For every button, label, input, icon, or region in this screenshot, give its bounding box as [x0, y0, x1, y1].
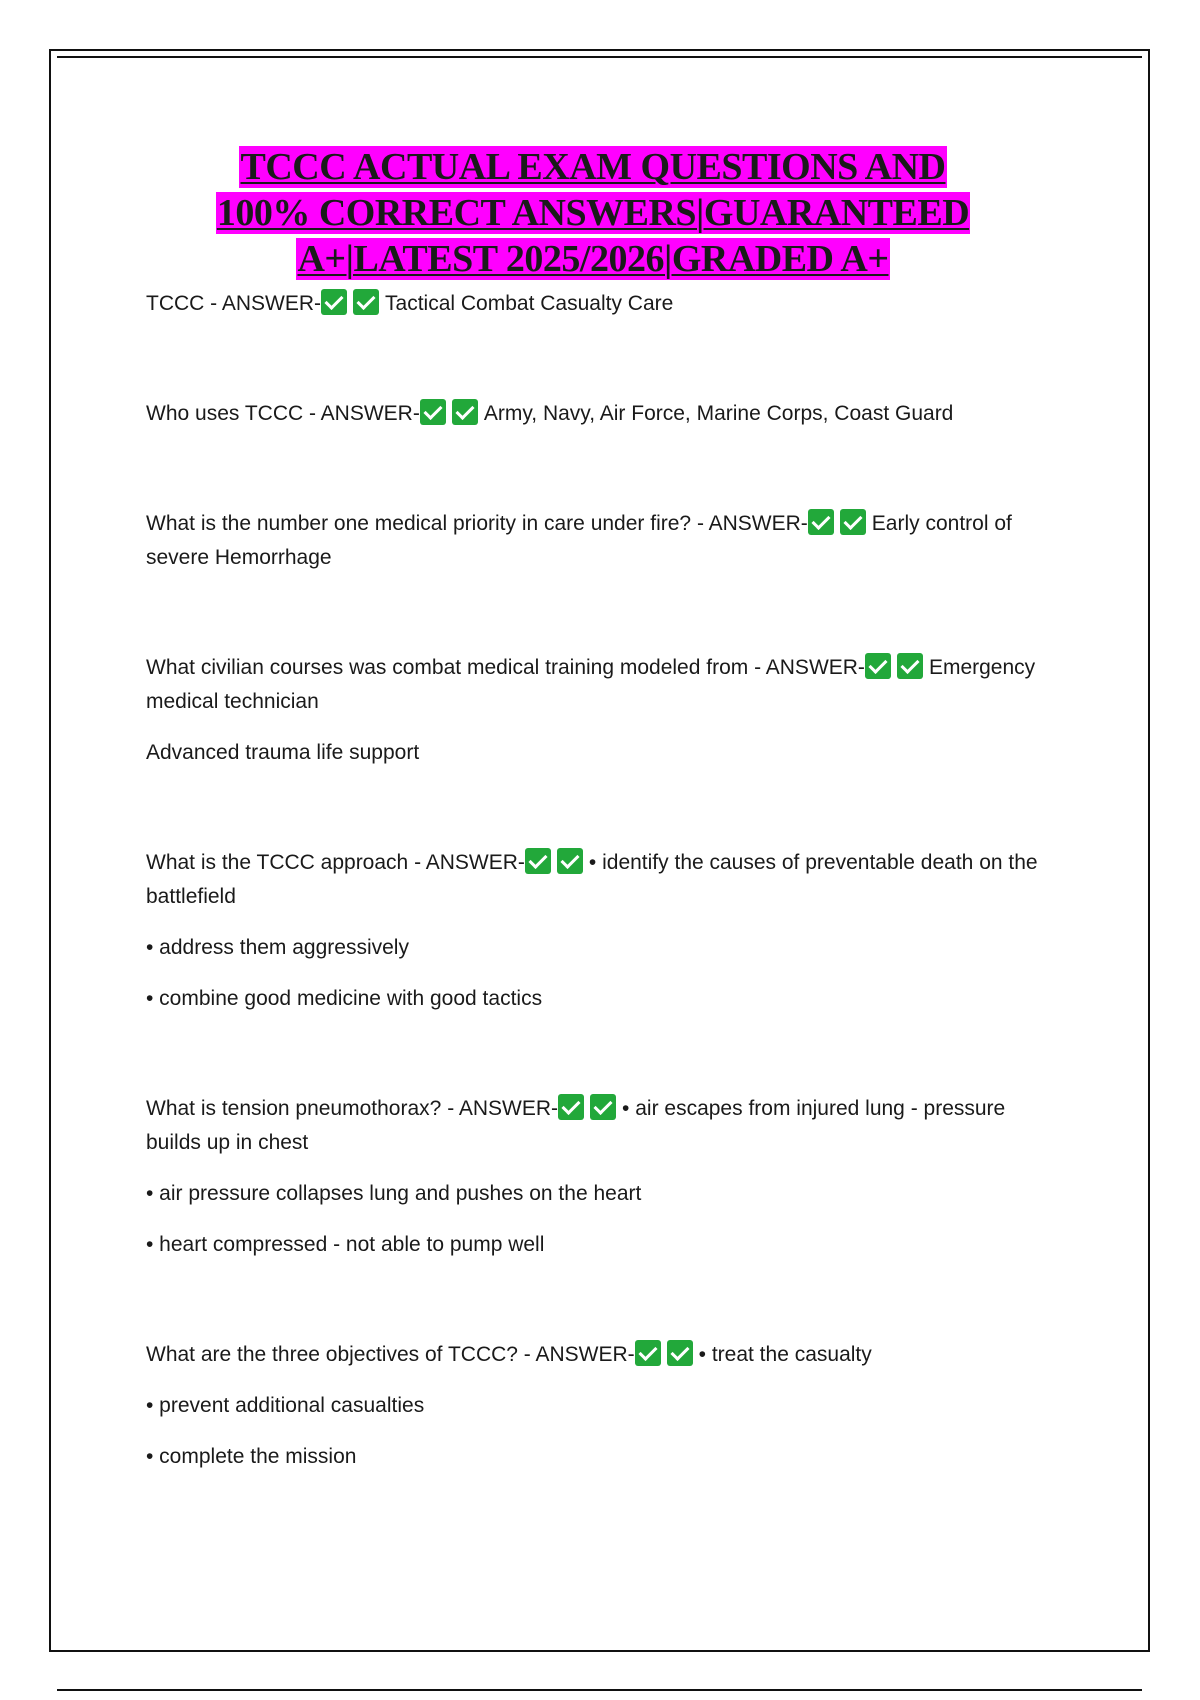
page-bottom-rule: [57, 1689, 1142, 1691]
qa-line: [146, 651, 1056, 719]
answer-detail-line: • prevent additional casualties: [146, 1394, 425, 1417]
check-mark-icon: [808, 509, 834, 535]
answer-marker: - ANSWER-: [754, 656, 865, 679]
question-text: Who uses TCCC: [146, 402, 304, 425]
answer-text: Army, Navy, Air Force, Marine Corps, Coast Guard: [483, 402, 954, 425]
check-mark-icon: [525, 848, 551, 874]
answer-detail-line: • air pressure collapses lung and pushes on the heart: [146, 1182, 642, 1205]
check-mark-icon: [897, 653, 923, 679]
qa-line: [146, 1338, 1056, 1372]
answer-marker: - ANSWER-: [447, 1097, 559, 1120]
answer-detail-line: Advanced trauma life support: [146, 741, 420, 764]
answer-detail-line: • address them aggressively: [146, 936, 409, 959]
answer-text: Emergency medical technician: [146, 656, 1036, 713]
answer-marker: - ANSWER-: [210, 292, 322, 315]
check-mark-icon: [590, 1094, 616, 1120]
check-mark-icon: [452, 399, 478, 425]
question-text: TCCC: [146, 292, 205, 315]
question-text: What are the three objectives of TCCC?: [146, 1343, 518, 1366]
check-mark-icon: [667, 1340, 693, 1366]
qa-line: [146, 397, 1056, 431]
check-mark-icon: [321, 289, 347, 315]
answer-marker: - ANSWER-: [696, 512, 808, 535]
answer-detail-line: • combine good medicine with good tactics: [146, 987, 543, 1010]
qa-item: [146, 846, 1056, 1016]
page-top-rule: [57, 56, 1142, 58]
answer-text: • identify the causes of preventable death on the battlefield: [146, 851, 1038, 908]
qa-list: [146, 287, 1056, 1550]
qa-line: [146, 507, 1056, 575]
check-mark-icon: [420, 399, 446, 425]
qa-item: [146, 1092, 1056, 1262]
answer-marker: - ANSWER-: [309, 402, 420, 425]
question-text: What is the TCCC approach: [146, 851, 409, 874]
check-mark-icon: [557, 848, 583, 874]
answer-text: • treat the casualty: [698, 1343, 872, 1366]
qa-line: [146, 287, 1056, 321]
check-mark-icon: [635, 1340, 661, 1366]
qa-item: [146, 1338, 1056, 1474]
title-line-3: A+|LATEST 2025/2026|GRADED A+: [297, 238, 889, 280]
answer-text: Tactical Combat Casualty Care: [385, 292, 674, 315]
answer-text: • air escapes from injured lung - pressure builds up in chest: [146, 1097, 1006, 1154]
qa-item: [146, 507, 1056, 575]
check-mark-icon: [353, 289, 379, 315]
answer-detail-line: • heart compressed - not able to pump well: [146, 1233, 545, 1256]
qa-item: [146, 651, 1056, 770]
question-text: What is tension pneumothorax?: [146, 1097, 442, 1120]
answer-detail-line: • complete the mission: [146, 1445, 357, 1468]
answer-text: Early control of severe Hemorrhage: [146, 512, 1012, 569]
check-mark-icon: [558, 1094, 584, 1120]
qa-item: [146, 397, 1056, 431]
document-title: [145, 144, 1041, 282]
check-mark-icon: [865, 653, 891, 679]
qa-line: [146, 846, 1056, 914]
question-text: What is the number one medical priority in care under fire?: [146, 512, 692, 535]
check-mark-icon: [840, 509, 866, 535]
qa-line: [146, 1092, 1056, 1160]
question-text: What civilian courses was combat medical training modeled from: [146, 656, 749, 679]
answer-marker: - ANSWER-: [414, 851, 525, 874]
title-line-1: TCCC ACTUAL EXAM QUESTIONS AND: [240, 146, 946, 188]
qa-item: [146, 287, 1056, 321]
answer-marker: - ANSWER-: [523, 1343, 635, 1366]
title-line-2: 100% CORRECT ANSWERS|GUARANTEED: [216, 192, 970, 234]
